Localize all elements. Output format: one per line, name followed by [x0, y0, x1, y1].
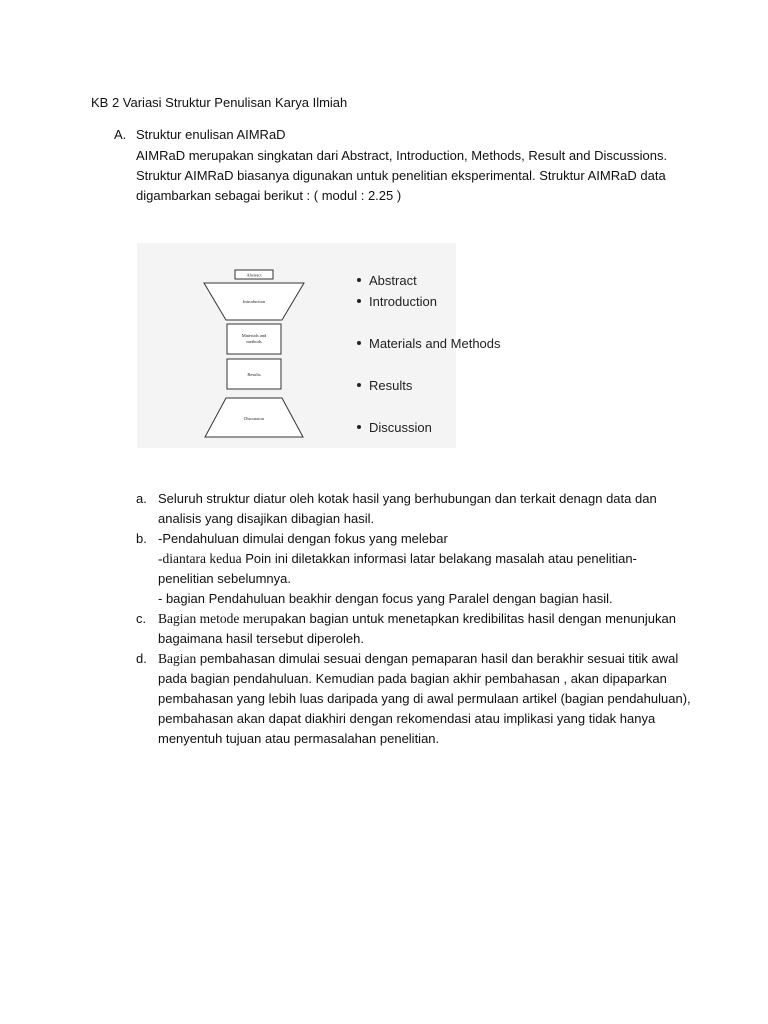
list-marker: d.: [136, 651, 147, 666]
aimrad-figure: [137, 243, 501, 448]
list-item-line: pembahasan akan dapat diakhiri dengan rekomendasi atau implikasi yang tidak hanya: [158, 711, 656, 726]
list-item-line: [158, 649, 678, 669]
bullet-dot: [357, 425, 361, 429]
list-item-line: Seluruh struktur diatur oleh kotak hasil yang berhubungan dan terkait denagn data dan: [158, 491, 657, 506]
results-label: Results: [247, 372, 261, 377]
list-item-line: [158, 549, 637, 569]
list-item-line: penelitian sebelumnya.: [158, 571, 291, 586]
bullet-abstract: Abstract: [369, 273, 417, 288]
section-heading: Struktur enulisan AIMRaD: [136, 127, 286, 142]
bullet-dot: [357, 278, 361, 282]
materials-label-line2: methods: [246, 339, 262, 344]
aimrad-diagram: [137, 243, 501, 448]
bullet-results: Results: [369, 378, 413, 393]
list-item-line: -Pendahuluan dimulai dengan fokus yang melebar: [158, 531, 448, 546]
list-item-line: menyentuh tujuan atau permasalahan penelitian.: [158, 731, 440, 746]
section-text-line: digambarkan sebagai berikut : ( modul : 2.25 ): [136, 188, 402, 203]
document-title: KB 2 Variasi Struktur Penulisan Karya Ilmiah: [91, 95, 348, 110]
list-item-serif-prefix: Bagian: [158, 651, 197, 666]
abstract-box-label: Abstract: [246, 272, 262, 278]
list-item-serif-prefix: -diantara kedua: [158, 551, 242, 566]
bullet-discussion: Discussion: [369, 420, 432, 435]
list-item-line: pada bagian pendahuluan. Kemudian pada bagian akhir pembahasan , akan dipaparkan: [158, 671, 667, 686]
materials-label-line1: Materials and: [241, 333, 267, 338]
list-item-line: - bagian Pendahuluan beakhir dengan focus yang Paralel dengan bagian hasil.: [158, 591, 613, 606]
bullet-dot: [357, 383, 361, 387]
section-marker: A.: [114, 127, 127, 142]
bullet-dot: [357, 299, 361, 303]
section-text-line: Struktur AIMRaD biasanya digunakan untuk penelitian eksperimental. Struktur AIMRaD data: [136, 168, 666, 183]
list-marker: c.: [136, 611, 147, 626]
introduction-label: Introduction: [242, 299, 266, 304]
list-item-serif-prefix: Bagian metode meru: [158, 611, 271, 626]
bullet-materials-methods: Materials and Methods: [369, 336, 501, 351]
list-item-line: analisis yang disajikan dibagian hasil.: [158, 511, 375, 526]
list-marker: a.: [136, 491, 147, 506]
list-marker: b.: [136, 531, 147, 546]
discussion-label: Discussion: [244, 416, 264, 421]
list-item-line: pembahasan yang lebih luas daripada yang di awal permulaan artikel (bagian pendahuluan),: [158, 691, 691, 706]
list-item-text: Poin ini diletakkan informasi latar belakang masalah atau penelitian-: [245, 551, 637, 566]
list-item-line: bagaimana hasil tersebut diperoleh.: [158, 631, 364, 646]
bullet-dot: [357, 341, 361, 345]
bullet-introduction: Introduction: [369, 294, 437, 309]
list-item-text: pakan bagian untuk menetapkan kredibilitas hasil dengan menunjukan: [270, 611, 676, 626]
list-item-line: [158, 609, 676, 629]
section-text-line: AIMRaD merupakan singkatan dari Abstract, Introduction, Methods, Result and Discussions.: [136, 148, 668, 163]
list-item-text: pembahasan dimulai sesuai dengan pemaparan hasil dan berakhir sesuai titik awal: [199, 651, 679, 666]
